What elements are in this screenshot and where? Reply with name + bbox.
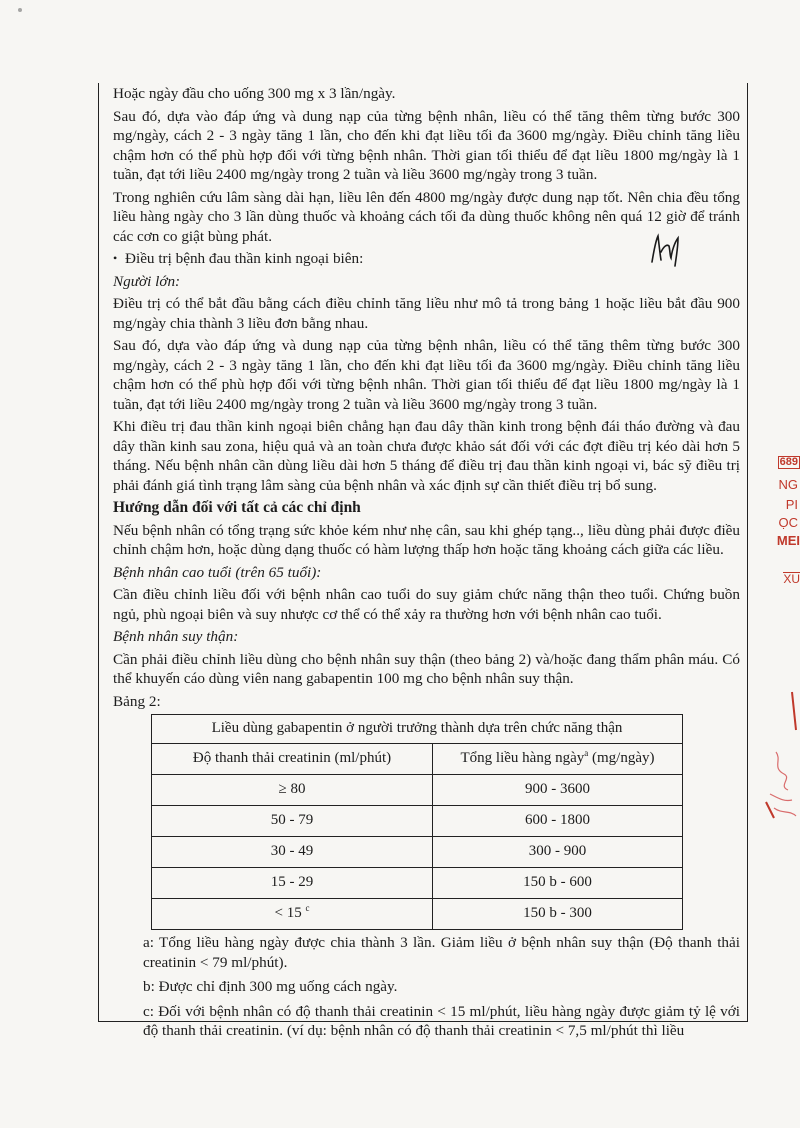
dose-cell: 150 b - 300 [433,899,683,930]
signature-icon [648,232,688,268]
clearance-cell: 50 - 79 [152,806,433,837]
paragraph: Trong nghiên cứu lâm sàng dài hạn, liều lên đến 4800 mg/ngày được dung nạp tốt. Nên chia đều tổng liều hàng ngày cho 3 lần dùng thuốc và khoảng cách tối đa dùng thuốc không nên quá 12 giờ để tránh các cơn co giật bùng phát. [113,188,740,245]
subheading-elderly: Bệnh nhân cao tuổi (trên 65 tuổi): [113,563,322,581]
paragraph: Sau đó, dựa vào đáp ứng và dung nạp của từng bệnh nhân, liều có thể tăng thêm từng bước 300 mg/ngày, cách 2 - 3 ngày tăng 1 lần, cho đến khi đạt liều tối đa 3600 mg/ngày. Điều chỉnh tăng liều chậm hơn có thể phù hợp đối với từng bệnh nhân. Thời gian tối thiểu để đạt liều 1800 mg/ngày là 1 tuần, đạt tới liều 2400 mg/ngày trong 2 tuần và liều 3600 mg/ngày trong 3 tuần. [113,107,740,183]
paragraph: Hoặc ngày đầu cho uống 300 mg x 3 lần/ngày. [113,85,396,102]
stamp-line: MEI [776,533,800,548]
paragraph: Sau đó, dựa vào đáp ứng và dung nạp của từng bệnh nhân, liều có thể tăng thêm từng bước 300 mg/ngày, cách 2 - 3 ngày tăng 1 lần, cho đến khi đạt liều tối đa 3600 mg/ngày. Điều chỉnh tăng liều chậm hơn có thể phù hợp đối với từng bệnh nhân. Thời gian tối thiểu để đạt liều 1800 mg/ngày là 1 tuần, đạt tới liều 2400 mg/ngày trong 2 tuần và liều 3600 mg/ngày trong 3 tuần. [113,337,740,413]
dose-cell: 600 - 1800 [433,806,683,837]
stamp-line: XU [783,572,800,586]
table-row [152,899,683,930]
table-label: Bảng 2: [113,692,161,710]
table-row [152,806,683,837]
red-seal-fragment-icon [762,690,800,840]
header-text: Tổng liều hàng ngày [460,750,585,767]
table-title: Liều dùng gabapentin ở người trưởng thành dựa trên chức năng thận [152,715,683,744]
column-header-clearance: Độ thanh thải creatinin (ml/phút) [152,744,433,775]
document-body [113,84,740,1046]
dose-cell: 300 - 900 [433,837,683,868]
header-superscript: a [584,748,589,759]
clearance-cell [152,899,433,930]
clearance-superscript: c [305,903,310,914]
stamp-line: NG [778,477,798,492]
margin-stamp [770,456,800,596]
paragraph: Khi điều trị đau thần kinh ngoại biên chẳng hạn đau dây thần kinh trong bệnh đái tháo đường và đau dây thần kinh sau zona, hiệu quả và an toàn chưa được khảo sát đối với các đợt điều trị kéo dài hơn 5 tháng. Nếu bệnh nhân cần dùng liều dài hơn 5 tháng để điều trị đau thần kinh ngoại vi, bác sỹ điều trị phải đánh giá tình trạng lâm sàng của bệnh nhân và xác định sự cần thiết điều trị bổ sung. [113,418,740,494]
table-footnotes [143,933,740,1041]
footnote-a: a: Tổng liều hàng ngày được chia thành 3 lần. Giảm liều ở bệnh nhân suy thận (Độ thanh thải creatinin < 79 ml/phút). [143,934,740,971]
paragraph: Điều trị có thể bắt đầu bằng cách điều chỉnh tăng liều như mô tả trong bảng 1 hoặc liều bắt đầu 900 mg/ngày chia thành 3 liều đơn bằng nhau. [113,295,740,332]
bullet-text: Điều trị bệnh đau thần kinh ngoại biên: [125,250,364,267]
table-row [152,775,683,806]
dose-cell: 900 - 3600 [433,775,683,806]
stamp-line: PI [785,497,798,512]
section-heading: Hướng dẫn đối với tất cả các chỉ định [113,499,361,516]
table-row [152,837,683,868]
paragraph: Nếu bệnh nhân có tổng trạng sức khỏe kém như nhẹ cân, sau khi ghép tạng.., liều dùng phải được điều chỉnh chậm hơn, hoặc dùng dạng thuốc có hàm lượng thấp hơn hoặc tăng khoảng cách giữa các liều. [113,521,740,558]
subheading-adults: Người lớn: [113,272,181,290]
dose-cell: 150 b - 600 [433,868,683,899]
column-header-dose [433,744,683,775]
clearance-cell: ≥ 80 [152,775,433,806]
bullet-item [113,249,740,269]
renal-dosing-table [151,714,683,930]
table-row [152,868,683,899]
header-unit: (mg/ngày) [592,750,655,767]
stamp-line: 689 [779,456,798,468]
stamp-line: ỌC [778,515,798,530]
footnote-c: c: Đối với bệnh nhân có độ thanh thải creatinin < 15 ml/phút, liều hàng ngày được giảm tỷ lệ với độ thanh thải creatinin. (ví dụ: bệnh nhân có độ thanh thải creatinin < 7,5 ml/phút thì liều [143,1002,740,1039]
clearance-cell: 15 - 29 [152,868,433,899]
paragraph: Cần phải điều chỉnh liều dùng cho bệnh nhân suy thận (theo bảng 2) và/hoặc đang thẩm phân máu. Có thể khuyến cáo dùng viên nang gabapentin 100 mg cho bệnh nhân suy thận. [113,650,740,687]
clearance-text: < 15 [274,905,302,922]
bullet-icon: • [113,251,118,265]
paragraph: Cần điều chỉnh liều đối với bệnh nhân cao tuổi do suy giảm chức năng thận theo tuổi. Chứng buồn ngủ, phù ngoại biên và suy nhược cơ thể có thể xảy ra thường hơn với bệnh nhân cao tuổi. [113,586,740,623]
footnote-b: b: Được chỉ định 300 mg uống cách ngày. [143,978,398,995]
scan-speck [18,8,22,12]
clearance-cell: 30 - 49 [152,837,433,868]
subheading-renal: Bệnh nhân suy thận: [113,628,239,645]
